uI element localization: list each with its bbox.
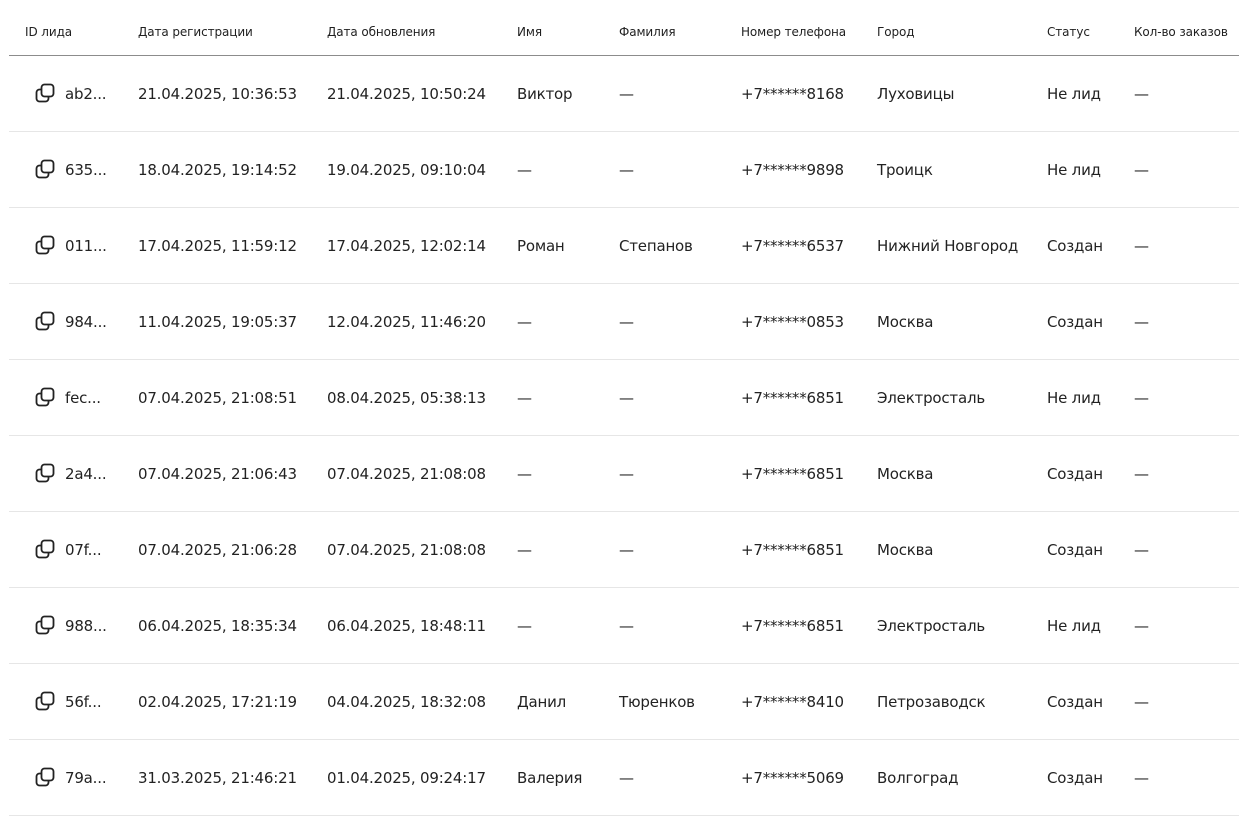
cell-first-name: Данил (517, 693, 567, 711)
cell-last-name: — (619, 313, 634, 331)
cell-registration-date: 11.04.2025, 19:05:37 (138, 313, 297, 331)
column-header-last-name[interactable]: Фамилия (619, 25, 676, 39)
cell-city: Нижний Новгород (877, 237, 1019, 255)
cell-last-name: — (619, 389, 634, 407)
cell-phone-number: +7******5069 (741, 769, 844, 787)
cell-update-date: 21.04.2025, 10:50:24 (327, 85, 486, 103)
cell-update-date: 04.04.2025, 18:32:08 (327, 693, 486, 711)
cell-lead-id[interactable]: 988... (65, 617, 107, 635)
copy-icon[interactable] (35, 159, 55, 179)
cell-last-name: — (619, 541, 634, 559)
cell-status: Не лид (1047, 161, 1101, 179)
column-header-first-name[interactable]: Имя (517, 25, 542, 39)
cell-phone-number: +7******8410 (741, 693, 844, 711)
cell-last-name: Степанов (619, 237, 693, 255)
cell-update-date: 01.04.2025, 09:24:17 (327, 769, 486, 787)
cell-orders-count: — (1134, 237, 1149, 255)
copy-icon[interactable] (35, 83, 55, 103)
copy-icon[interactable] (35, 767, 55, 787)
cell-orders-count: — (1134, 617, 1149, 635)
cell-phone-number: +7******6851 (741, 617, 844, 635)
cell-registration-date: 07.04.2025, 21:06:28 (138, 541, 297, 559)
table-row[interactable] (9, 132, 1239, 208)
cell-last-name: Тюренков (619, 693, 695, 711)
cell-orders-count: — (1134, 693, 1149, 711)
copy-icon[interactable] (35, 463, 55, 483)
cell-phone-number: +7******6537 (741, 237, 844, 255)
cell-phone-number: +7******6851 (741, 465, 844, 483)
column-header-orders-count[interactable]: Кол-во заказов (1134, 25, 1228, 39)
table-row[interactable] (9, 740, 1239, 816)
leads-table (9, 0, 1239, 816)
cell-update-date: 19.04.2025, 09:10:04 (327, 161, 486, 179)
cell-registration-date: 31.03.2025, 21:46:21 (138, 769, 297, 787)
cell-last-name: — (619, 161, 634, 179)
copy-icon[interactable] (35, 311, 55, 331)
copy-icon[interactable] (35, 615, 55, 635)
cell-first-name: — (517, 389, 532, 407)
cell-city: Москва (877, 541, 934, 559)
cell-status: Создан (1047, 693, 1103, 711)
cell-city: Петрозаводск (877, 693, 986, 711)
cell-city: Москва (877, 313, 934, 331)
cell-update-date: 07.04.2025, 21:08:08 (327, 465, 486, 483)
cell-first-name: Роман (517, 237, 565, 255)
cell-status: Не лид (1047, 617, 1101, 635)
cell-orders-count: — (1134, 769, 1149, 787)
table-header (9, 0, 1239, 56)
column-header-update-date[interactable]: Дата обновления (327, 25, 436, 39)
cell-phone-number: +7******0853 (741, 313, 844, 331)
cell-city: Луховицы (877, 85, 955, 103)
cell-first-name: — (517, 617, 532, 635)
cell-update-date: 17.04.2025, 12:02:14 (327, 237, 486, 255)
cell-orders-count: — (1134, 465, 1149, 483)
cell-lead-id[interactable]: fec... (65, 389, 101, 407)
table-row[interactable] (9, 664, 1239, 740)
copy-icon[interactable] (35, 539, 55, 559)
cell-update-date: 08.04.2025, 05:38:13 (327, 389, 486, 407)
cell-status: Создан (1047, 769, 1103, 787)
cell-update-date: 12.04.2025, 11:46:20 (327, 313, 486, 331)
cell-orders-count: — (1134, 313, 1149, 331)
cell-last-name: — (619, 85, 634, 103)
cell-orders-count: — (1134, 161, 1149, 179)
cell-city: Электросталь (877, 389, 985, 407)
column-header-city[interactable]: Город (877, 25, 915, 39)
cell-registration-date: 06.04.2025, 18:35:34 (138, 617, 297, 635)
cell-last-name: — (619, 617, 634, 635)
cell-first-name: Валерия (517, 769, 583, 787)
cell-lead-id[interactable]: ab2... (65, 85, 107, 103)
cell-orders-count: — (1134, 389, 1149, 407)
cell-orders-count: — (1134, 85, 1149, 103)
table-body (9, 56, 1239, 816)
column-header-phone[interactable]: Номер телефона (741, 25, 847, 39)
cell-registration-date: 18.04.2025, 19:14:52 (138, 161, 297, 179)
cell-city: Троицк (877, 161, 933, 179)
cell-city: Волгоград (877, 769, 959, 787)
cell-phone-number: +7******6851 (741, 389, 844, 407)
cell-city: Электросталь (877, 617, 985, 635)
cell-status: Создан (1047, 313, 1103, 331)
cell-lead-id[interactable]: 79a... (65, 769, 107, 787)
cell-update-date: 06.04.2025, 18:48:11 (327, 617, 486, 635)
cell-registration-date: 07.04.2025, 21:08:51 (138, 389, 297, 407)
cell-lead-id[interactable]: 011... (65, 237, 107, 255)
cell-last-name: — (619, 769, 634, 787)
cell-first-name: — (517, 541, 532, 559)
cell-orders-count: — (1134, 541, 1149, 559)
cell-city: Москва (877, 465, 934, 483)
cell-status: Создан (1047, 237, 1103, 255)
cell-last-name: — (619, 465, 634, 483)
cell-first-name: — (517, 465, 532, 483)
column-header-id[interactable]: ID лида (25, 25, 73, 39)
cell-status: Не лид (1047, 389, 1101, 407)
cell-registration-date: 02.04.2025, 17:21:19 (138, 693, 297, 711)
cell-registration-date: 07.04.2025, 21:06:43 (138, 465, 297, 483)
cell-phone-number: +7******6851 (741, 541, 844, 559)
cell-lead-id[interactable]: 56f... (65, 693, 102, 711)
cell-first-name: Виктор (517, 85, 573, 103)
cell-first-name: — (517, 161, 532, 179)
table-row[interactable] (9, 56, 1239, 132)
cell-first-name: — (517, 313, 532, 331)
cell-lead-id[interactable]: 635... (65, 161, 107, 179)
copy-icon[interactable] (35, 235, 55, 255)
cell-status: Не лид (1047, 85, 1101, 103)
table-row[interactable] (9, 512, 1239, 588)
copy-icon[interactable] (35, 387, 55, 407)
cell-update-date: 07.04.2025, 21:08:08 (327, 541, 486, 559)
cell-phone-number: +7******8168 (741, 85, 844, 103)
table-row[interactable] (9, 208, 1239, 284)
table-row[interactable] (9, 284, 1239, 360)
cell-lead-id[interactable]: 07f... (65, 541, 102, 559)
table-row[interactable] (9, 360, 1239, 436)
copy-icon[interactable] (35, 691, 55, 711)
cell-lead-id[interactable]: 984... (65, 313, 107, 331)
table-row[interactable] (9, 436, 1239, 512)
column-header-status[interactable]: Статус (1047, 25, 1090, 39)
column-header-registration-date[interactable]: Дата регистрации (138, 25, 253, 39)
cell-status: Создан (1047, 465, 1103, 483)
cell-lead-id[interactable]: 2a4... (65, 465, 107, 483)
cell-status: Создан (1047, 541, 1103, 559)
cell-registration-date: 17.04.2025, 11:59:12 (138, 237, 297, 255)
cell-registration-date: 21.04.2025, 10:36:53 (138, 85, 297, 103)
cell-phone-number: +7******9898 (741, 161, 844, 179)
table-row[interactable] (9, 588, 1239, 664)
